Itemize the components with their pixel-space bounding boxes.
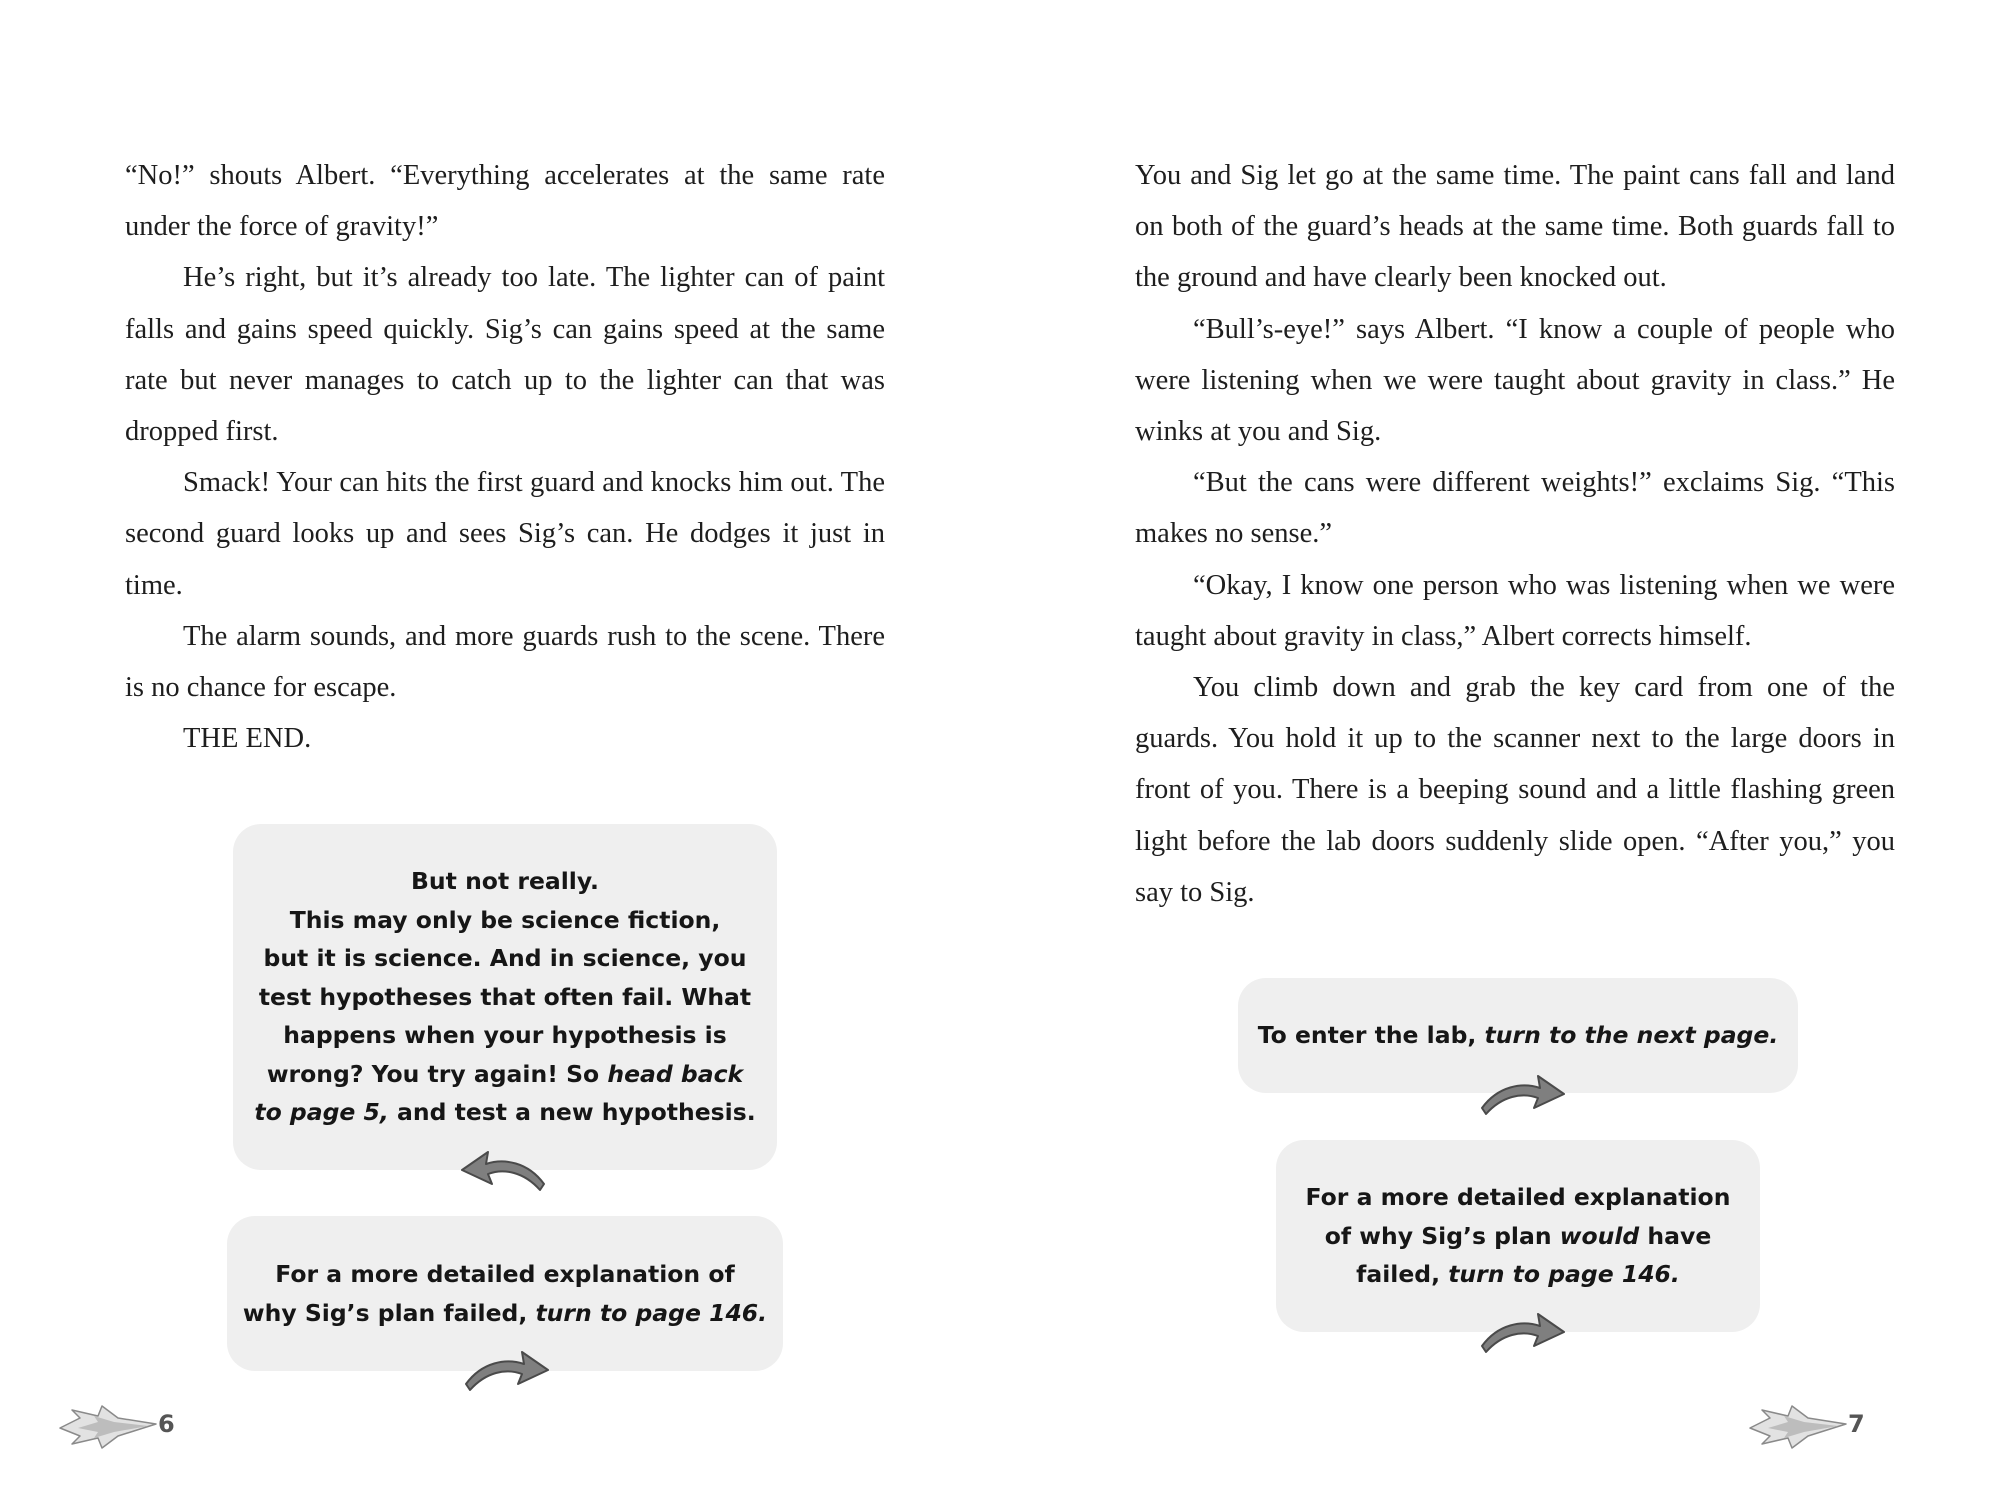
retry-text: and test a new hypothesis. (388, 1098, 756, 1127)
next-text: To enter the lab, (1257, 1021, 1485, 1050)
paragraph: You and Sig let go at the same time. The paint cans fall and land on both of the guard’s heads at the same time. Both guards fall to the ground and have clearly been knocked out. (1135, 160, 1895, 294)
paragraph: The alarm sounds, and more guards rush to the scene. There is no chance for escape. (125, 620, 885, 704)
left-folio (58, 1402, 198, 1452)
next-line (1258, 1016, 1779, 1055)
right-body-text (1135, 150, 1895, 918)
next-page-link[interactable]: turn to the next page. (1484, 1021, 1779, 1050)
explanation-line (1306, 1255, 1731, 1294)
retry-line: test hypotheses that often fail. What (258, 982, 752, 1011)
paragraph: Smack! Your can hits the first guard and knocks him out. The second guard looks up and sees Sig’s can. He dodges it just in time. (125, 467, 885, 601)
head-back-link[interactable]: head back (607, 1059, 744, 1088)
retry-line: but it is science. And in science, you (263, 944, 747, 973)
retry-line (254, 1055, 755, 1094)
page-number: 6 (158, 1410, 175, 1438)
left-body-text (125, 150, 885, 764)
retry-line (254, 1093, 755, 1132)
arrow-forward-icon[interactable] (1476, 1306, 1568, 1356)
paragraph: “Bull’s-eye!” says Albert. “I know a couple of people who were listening when we were taught about gravity in class.” He winks at you and Sig. (1135, 313, 1895, 448)
arrow-forward-icon[interactable] (460, 1344, 552, 1394)
right-page (1000, 0, 2000, 1500)
page-number: 7 (1848, 1410, 1865, 1438)
paragraph: “Okay, I know one person who was listening when we were taught about gravity in class,” Albert corrects himself. (1135, 569, 1895, 652)
explanation-line (243, 1294, 767, 1333)
explanation-text: failed, (1356, 1260, 1449, 1289)
explanation-line (1306, 1217, 1731, 1256)
page-146-link[interactable]: turn to page 146. (1448, 1260, 1680, 1289)
arrow-back-icon[interactable] (458, 1144, 550, 1194)
paragraph: You climb down and grab the key card from one of the guards. You hold it up to the scanner next to the large doors in front of you. There is a beeping sound and a little flashing green light before the lab doors suddenly slide open. “After you,” you say to Sig. (1135, 672, 1895, 908)
retry-line: But not really. (411, 867, 599, 896)
retry-callout-box (233, 824, 777, 1170)
paragraph: THE END. (183, 723, 312, 755)
explanation-line: For a more detailed explanation of (275, 1260, 735, 1288)
spark-folio-icon (58, 1402, 158, 1452)
retry-line: happens when your hypothesis is (283, 1021, 727, 1050)
explanation-line: For a more detailed explanation (1305, 1183, 1731, 1212)
spark-folio-icon (1748, 1402, 1848, 1452)
explanation-text: why Sig’s plan failed, (242, 1298, 536, 1327)
paragraph: He’s right, but it’s already too late. The lighter can of paint falls and gains speed quickly. Sig’s can gains speed at the same rate but never manages to catch up to the lighter can that was dropped first. (125, 262, 885, 448)
explanation-callout-box (1276, 1140, 1760, 1332)
paragraph: “No!” shouts Albert. “Everything accelerates at the same rate under the force of gravity!” (125, 160, 885, 243)
explanation-emphasis: would (1559, 1221, 1640, 1250)
retry-text: wrong? You try again! So (266, 1059, 608, 1088)
retry-line: This may only be science fiction, (289, 905, 721, 934)
explanation-text: have (1639, 1221, 1712, 1250)
right-folio (1748, 1402, 1888, 1452)
page-146-link[interactable]: turn to page 146. (535, 1298, 768, 1327)
arrow-forward-icon[interactable] (1476, 1068, 1568, 1118)
explanation-text: of why Sig’s plan (1324, 1221, 1560, 1250)
page-5-link[interactable]: to page 5, (254, 1098, 389, 1127)
paragraph: “But the cans were different weights!” exclaims Sig. “This makes no sense.” (1135, 467, 1895, 550)
